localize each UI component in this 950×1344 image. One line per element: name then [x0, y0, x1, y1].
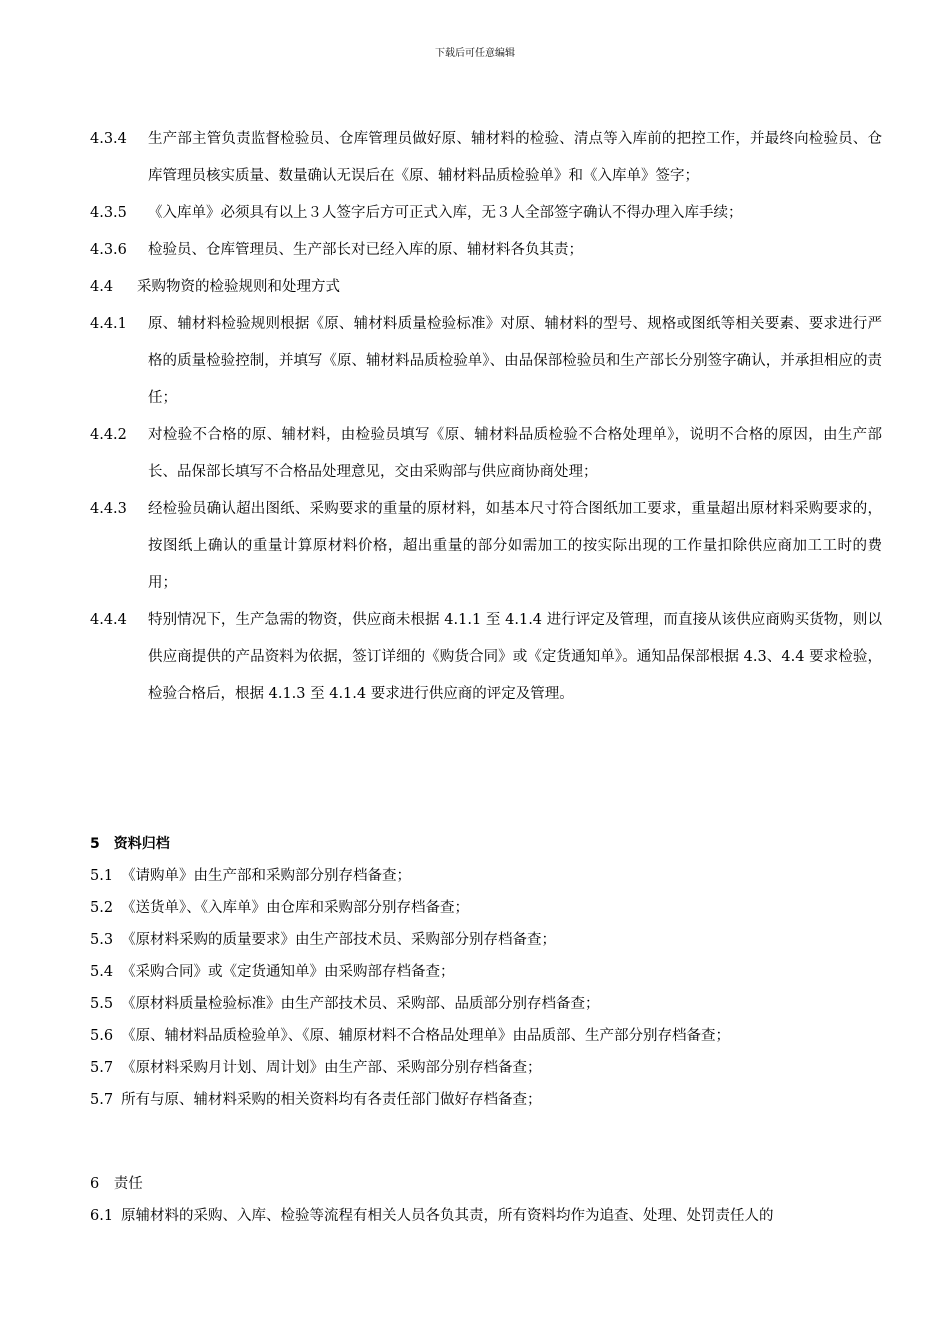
clause-number: 4.4.3	[90, 501, 127, 517]
clause-text: 检验员、仓库管理员、生产部长对已经入库的原、辅材料各负其责；	[148, 242, 583, 258]
line-text: 《采购合同》或《定货通知单》由采购部存档备查；	[121, 964, 455, 980]
archive-line	[90, 988, 882, 1020]
archive-line	[90, 924, 882, 956]
clause-4-3-6	[90, 232, 882, 269]
clause-text: 对检验不合格的原、辅材料，由检验员填写《原、辅材料品质检验不合格处理单》，说明不合格的原因，由生产部长、品保部长填写不合格品处理意见，交由采购部与供应商协商处理；	[148, 427, 882, 480]
clause-4-3-5	[90, 195, 882, 232]
clause-4-4	[90, 269, 882, 306]
clause-number: 4.4.2	[90, 427, 127, 443]
line-text: 《原材料质量检验标准》由生产部技术员、采购部、品质部分别存档备查；	[121, 996, 600, 1012]
line-number: 5.6	[90, 1028, 114, 1044]
line-text: 《请购单》由生产部和采购部分别存档备查；	[121, 868, 412, 884]
archive-line	[90, 1020, 882, 1052]
section-title: 5 资料归档	[90, 836, 170, 852]
clause-text: 特别情况下，生产急需的物资，供应商未根据 4.1.1 至 4.1.4 进行评定及管理，而直接从该供应商购买货物，则以供应商提供的产品资料为依据，签订详细的《购货合同》或《定货通知单》。通知品保部根据 4.3、4.4 要求检验，检验合格后，根据 4.1.3 至 4.1.4 要求进行供应商的评定及管理。	[148, 612, 882, 702]
line-number: 5.7	[90, 1092, 114, 1108]
clause-number: 4.3.6	[90, 242, 127, 258]
clause-number: 4.4.4	[90, 612, 127, 628]
line-text: 所有与原、辅材料采购的相关资料均有各责任部门做好存档备查；	[121, 1092, 542, 1108]
archive-line	[90, 892, 882, 924]
section-title: 6 责任	[90, 1176, 143, 1192]
line-text: 原辅材料的采购、入库、检验等流程有相关人员各负其责，所有资料均作为追查、处理、处罚责任人的	[121, 1208, 774, 1224]
clause-number: 4.4.1	[90, 316, 127, 332]
clause-number: 4.3.4	[90, 131, 127, 147]
clause-text: 经检验员确认超出图纸、采购要求的重量的原材料，如基本尺寸符合图纸加工要求，重量超出原材料采购要求的，按图纸上确认的重量计算原材料价格，超出重量的部分如需加工的按实际出现的工作量扣除供应商加工工时的费用；	[148, 501, 882, 591]
line-text: 《原材料采购的质量要求》由生产部技术员、采购部分别存档备查；	[121, 932, 557, 948]
line-text: 《原、辅材料品质检验单》、《原、辅原材料不合格品处理单》由品质部、生产部分别存档备查；	[121, 1028, 731, 1044]
responsibility-line	[90, 1200, 882, 1232]
clause-text: 生产部主管负责监督检验员、仓库管理员做好原、辅材料的检验、清点等入库前的把控工作，并最终向检验员、仓库管理员核实质量、数量确认无误后在《原、辅材料品质检验单》和《入库单》签字；	[148, 131, 882, 184]
archive-line	[90, 956, 882, 988]
line-number: 5.2	[90, 900, 114, 916]
clause-list	[90, 121, 882, 713]
clause-text: 《入库单》必须具有以上３人签字后方可正式入库，无３人全部签字确认不得办理入库手续；	[148, 205, 743, 221]
line-text: 《送货单》、《入库单》由仓库和采购部分别存档备查；	[121, 900, 470, 916]
clause-number: 4.3.5	[90, 205, 127, 221]
clause-text: 采购物资的检验规则和处理方式	[137, 279, 340, 295]
clause-4-4-1	[90, 306, 882, 417]
line-number: 5.3	[90, 932, 114, 948]
line-number: 5.7	[90, 1060, 114, 1076]
clause-4-3-4	[90, 121, 882, 195]
clause-4-4-4	[90, 602, 882, 713]
line-number: 5.4	[90, 964, 114, 980]
page-header: 下载后可任意编辑	[435, 48, 515, 59]
section-6-responsibility	[90, 1168, 882, 1232]
line-number: 6.1	[90, 1208, 114, 1224]
clause-4-4-3	[90, 491, 882, 602]
line-text: 《原材料采购月计划、周计划》由生产部、采购部分别存档备查；	[121, 1060, 542, 1076]
line-number: 5.1	[90, 868, 114, 884]
clause-number: 4.4	[90, 279, 114, 295]
archive-line	[90, 1052, 882, 1084]
clause-text: 原、辅材料检验规则根据《原、辅材料质量检验标准》对原、辅材料的型号、规格或图纸等相关要素、要求进行严格的质量检验控制，并填写《原、辅材料品质检验单》、由品保部检验员和生产部长分别签字确认，并承担相应的责任；	[148, 316, 882, 406]
archive-line	[90, 860, 882, 892]
clause-4-4-2	[90, 417, 882, 491]
line-number: 5.5	[90, 996, 114, 1012]
section-5-archiving	[90, 828, 882, 1116]
archive-line	[90, 1084, 882, 1116]
